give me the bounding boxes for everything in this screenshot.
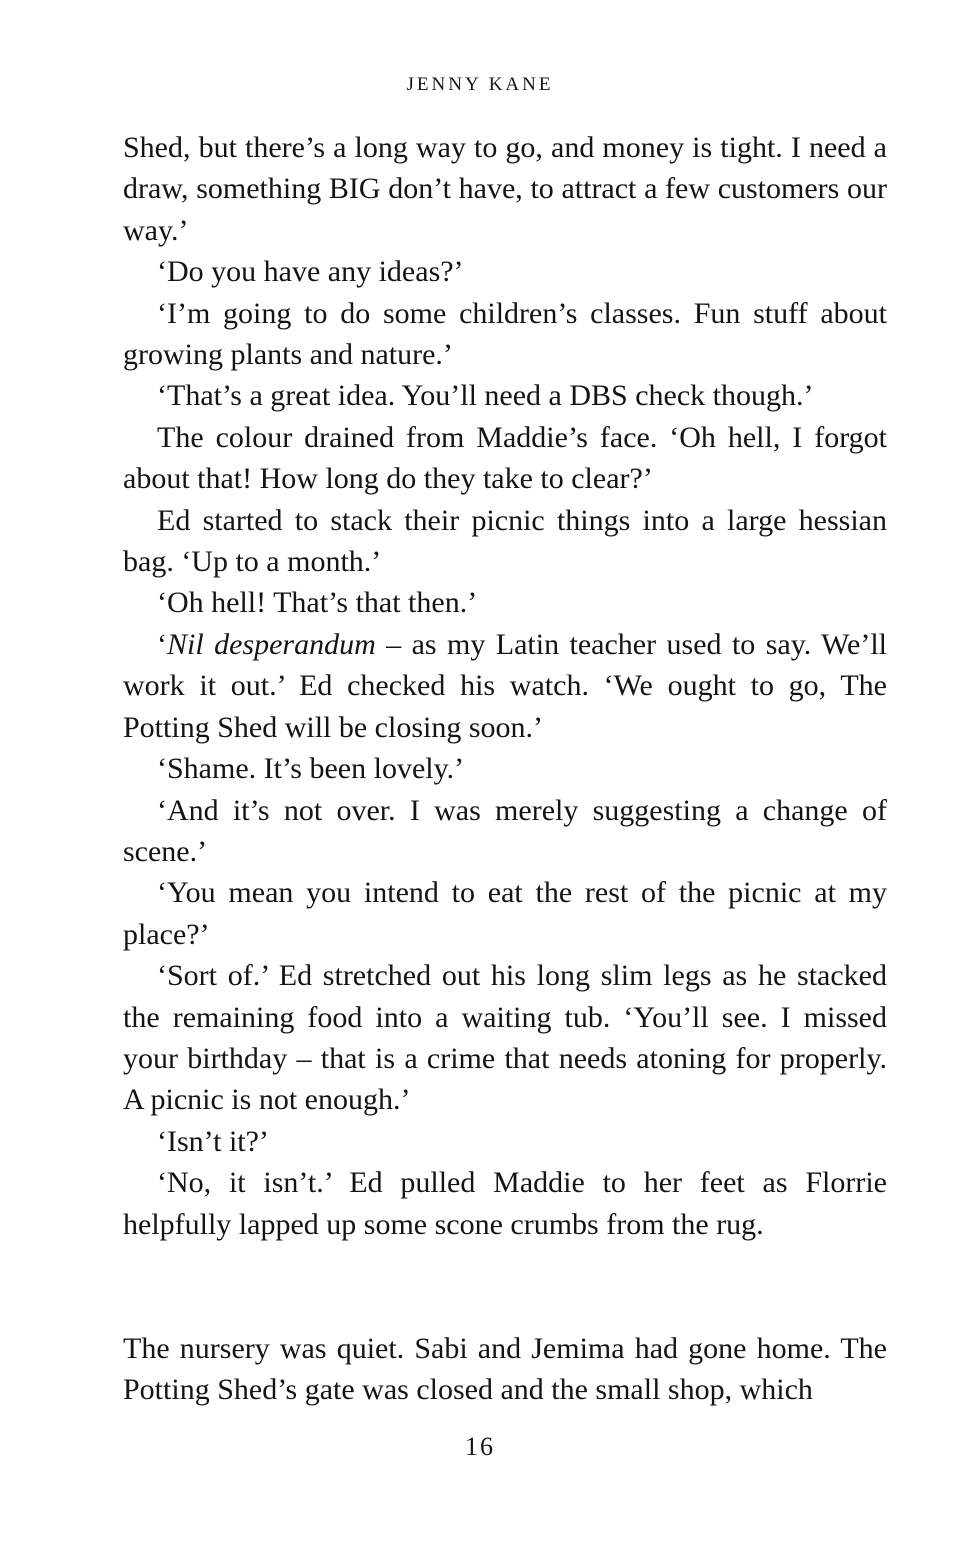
paragraph: ‘You mean you intend to eat the rest of the picnic at my place?’ (123, 876, 887, 951)
paragraph: ‘Do you have any ideas?’ (157, 255, 464, 289)
paragraph: ‘Isn’t it?’ (157, 1124, 269, 1158)
paragraph: ‘Oh hell! That’s that then.’ (157, 586, 478, 620)
paragraph: ‘That’s a great idea. You’ll need a DBS check though.’ (157, 379, 814, 413)
paragraph: ‘And it’s not over. I was merely suggesting a change of scene.’ (123, 793, 887, 868)
paragraph: The colour drained from Maddie’s face. ‘Oh hell, I forgot about that! How long do they take to clear?’ (123, 420, 887, 496)
paragraph: ‘Sort of.’ Ed stretched out his long slim legs as he stacked the remaining food into a waiting tub. ‘You’ll see. I missed your birthday – that is a crime that needs atoning for properly. A picnic is not enough.’ (123, 959, 887, 1117)
paragraph-continuation: Shed, but there’s a long way to go, and money is tight. I need a draw, something BIG don’t have, to attract a few customers our way.’ (123, 131, 887, 247)
paragraph: ‘Shame. It’s been lovely.’ (157, 752, 465, 786)
body-text (123, 127, 887, 1411)
paragraph-latin-rest: as my Latin teacher used to say. We’ll work it out.’ Ed checked his watch. ‘We ought to go, The Potting Shed will be closing soon.’ (123, 627, 888, 744)
dash: – (375, 627, 412, 661)
section-break (123, 1245, 887, 1328)
section-opening-paragraph: The nursery was quiet. Sabi and Jemima had gone home. The Potting Shed’s gate was closed and the small shop, which (123, 1331, 887, 1407)
paragraph-latin (123, 624, 887, 748)
open-quote: ‘ (157, 627, 167, 661)
paragraph: Ed started to stack their picnic things into a large hessian bag. ‘Up to a month.’ (123, 503, 887, 579)
running-head: JENNY KANE (406, 74, 554, 95)
latin-phrase: Nil desperandum (167, 627, 376, 661)
paragraph: ‘No, it isn’t.’ Ed pulled Maddie to her feet as Florrie helpfully lapped up some scone crumbs from the rug. (123, 1166, 887, 1241)
paragraph: ‘I’m going to do some children’s classes. Fun stuff about growing plants and nature.’ (123, 296, 887, 372)
page-number: 16 (465, 1432, 495, 1461)
